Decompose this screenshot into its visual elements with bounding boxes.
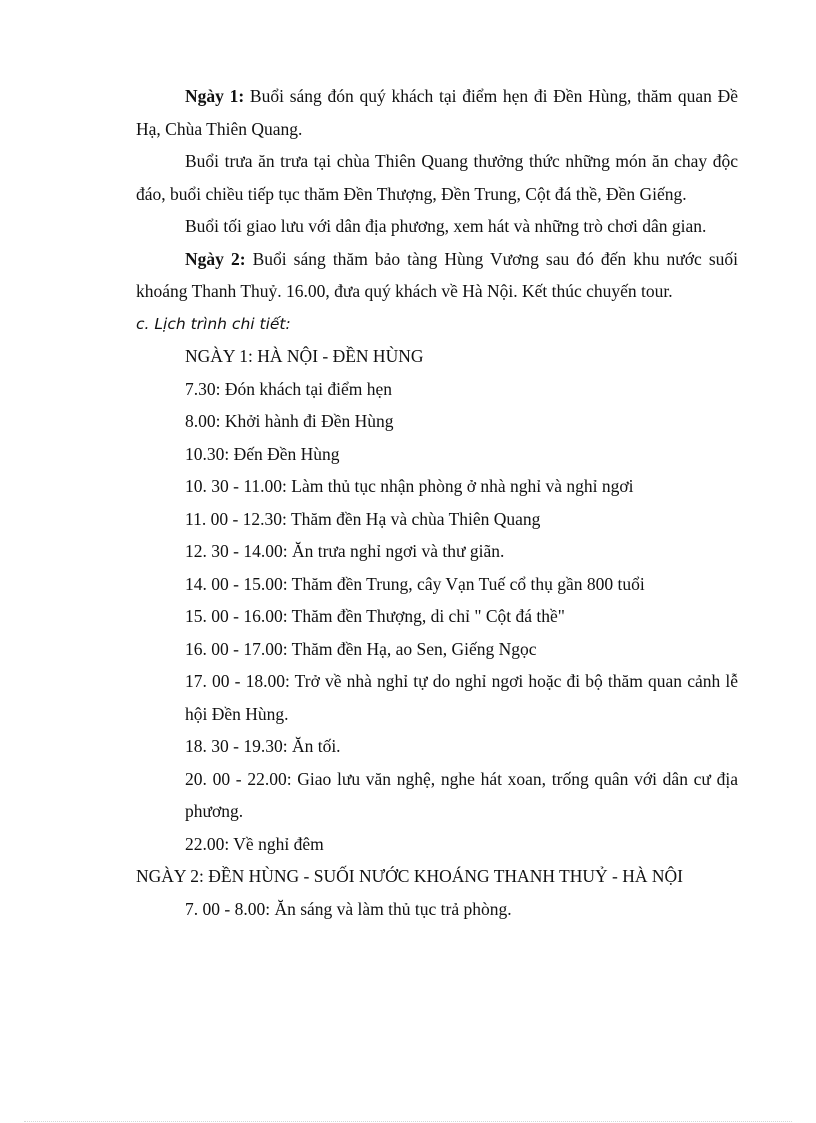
day1-summary-paragraph: [136, 80, 738, 145]
day1-summary-label: Ngày 1:: [185, 86, 245, 106]
schedule-item: 14. 00 - 15.00: Thăm đền Trung, cây Vạn Tuế cổ thụ gần 800 tuổi: [185, 573, 645, 594]
schedule-item: 17. 00 - 18.00: Trở về nhà nghỉ tự do nghỉ ngơi hoặc đi bộ thăm quan cảnh lễ hội Đền Hùng.: [185, 671, 738, 724]
lunch-paragraph: Buổi trưa ăn trưa tại chùa Thiên Quang thưởng thức những món ăn chay độc đáo, buổi chiều tiếp tục thăm Đền Thượng, Đền Trung, Cột đá thề, Đền Giếng.: [136, 151, 738, 204]
schedule-item: 10.30: Đến Đền Hùng: [185, 443, 340, 464]
schedule-item: 16. 00 - 17.00: Thăm đền Hạ, ao Sen, Giếng Ngọc: [185, 638, 537, 659]
schedule-item: 12. 30 - 14.00: Ăn trưa nghỉ ngơi và thư giãn.: [185, 541, 505, 561]
schedule-item: 15. 00 - 16.00: Thăm đền Thượng, di chỉ " Cột đá thề": [185, 606, 565, 626]
detail-schedule-heading: c. Lịch trình chi tiết:: [136, 314, 291, 333]
schedule-item: 18. 30 - 19.30: Ăn tối.: [185, 736, 341, 756]
day2-heading: NGÀY 2: ĐỀN HÙNG - SUỐI NƯỚC KHOÁNG THANH THUỶ - HÀ NỘI: [136, 866, 683, 886]
day2-summary-text: Buổi sáng thăm bảo tàng Hùng Vương sau đó đến khu nước suối khoáng Thanh Thuỷ. 16.00, đưa quý khách về Hà Nội. Kết thúc chuyến tour.: [136, 248, 738, 301]
day2-summary-label: Ngày 2:: [185, 248, 246, 269]
document-body: [136, 80, 738, 925]
evening-paragraph: Buổi tối giao lưu với dân địa phương, xem hát và những trò chơi dân gian.: [185, 216, 707, 236]
schedule-item: 8.00: Khởi hành đi Đền Hùng: [185, 411, 394, 431]
schedule-item: 11. 00 - 12.30: Thăm đền Hạ và chùa Thiên Quang: [185, 508, 541, 529]
schedule-item: 7.30: Đón khách tại điểm hẹn: [185, 378, 393, 399]
page-bottom-divider: [24, 1121, 792, 1122]
day1-summary-text: Buổi sáng đón quý khách tại điểm hẹn đi Đền Hùng, thăm quan Đề Hạ, Chùa Thiên Quang.: [136, 86, 739, 139]
schedule-item: 20. 00 - 22.00: Giao lưu văn nghệ, nghe hát xoan, trống quân với dân cư địa phương.: [185, 768, 738, 821]
schedule-item: 22.00: Về nghỉ đêm: [185, 833, 324, 854]
day1-heading: NGÀY 1: HÀ NỘI - ĐỀN HÙNG: [185, 346, 424, 366]
day2-summary-paragraph: [136, 243, 738, 308]
schedule-item: 7. 00 - 8.00: Ăn sáng và làm thủ tục trả phòng.: [185, 898, 512, 919]
schedule-item: 10. 30 - 11.00: Làm thủ tục nhận phòng ở nhà nghỉ và nghỉ ngơi: [185, 476, 634, 496]
